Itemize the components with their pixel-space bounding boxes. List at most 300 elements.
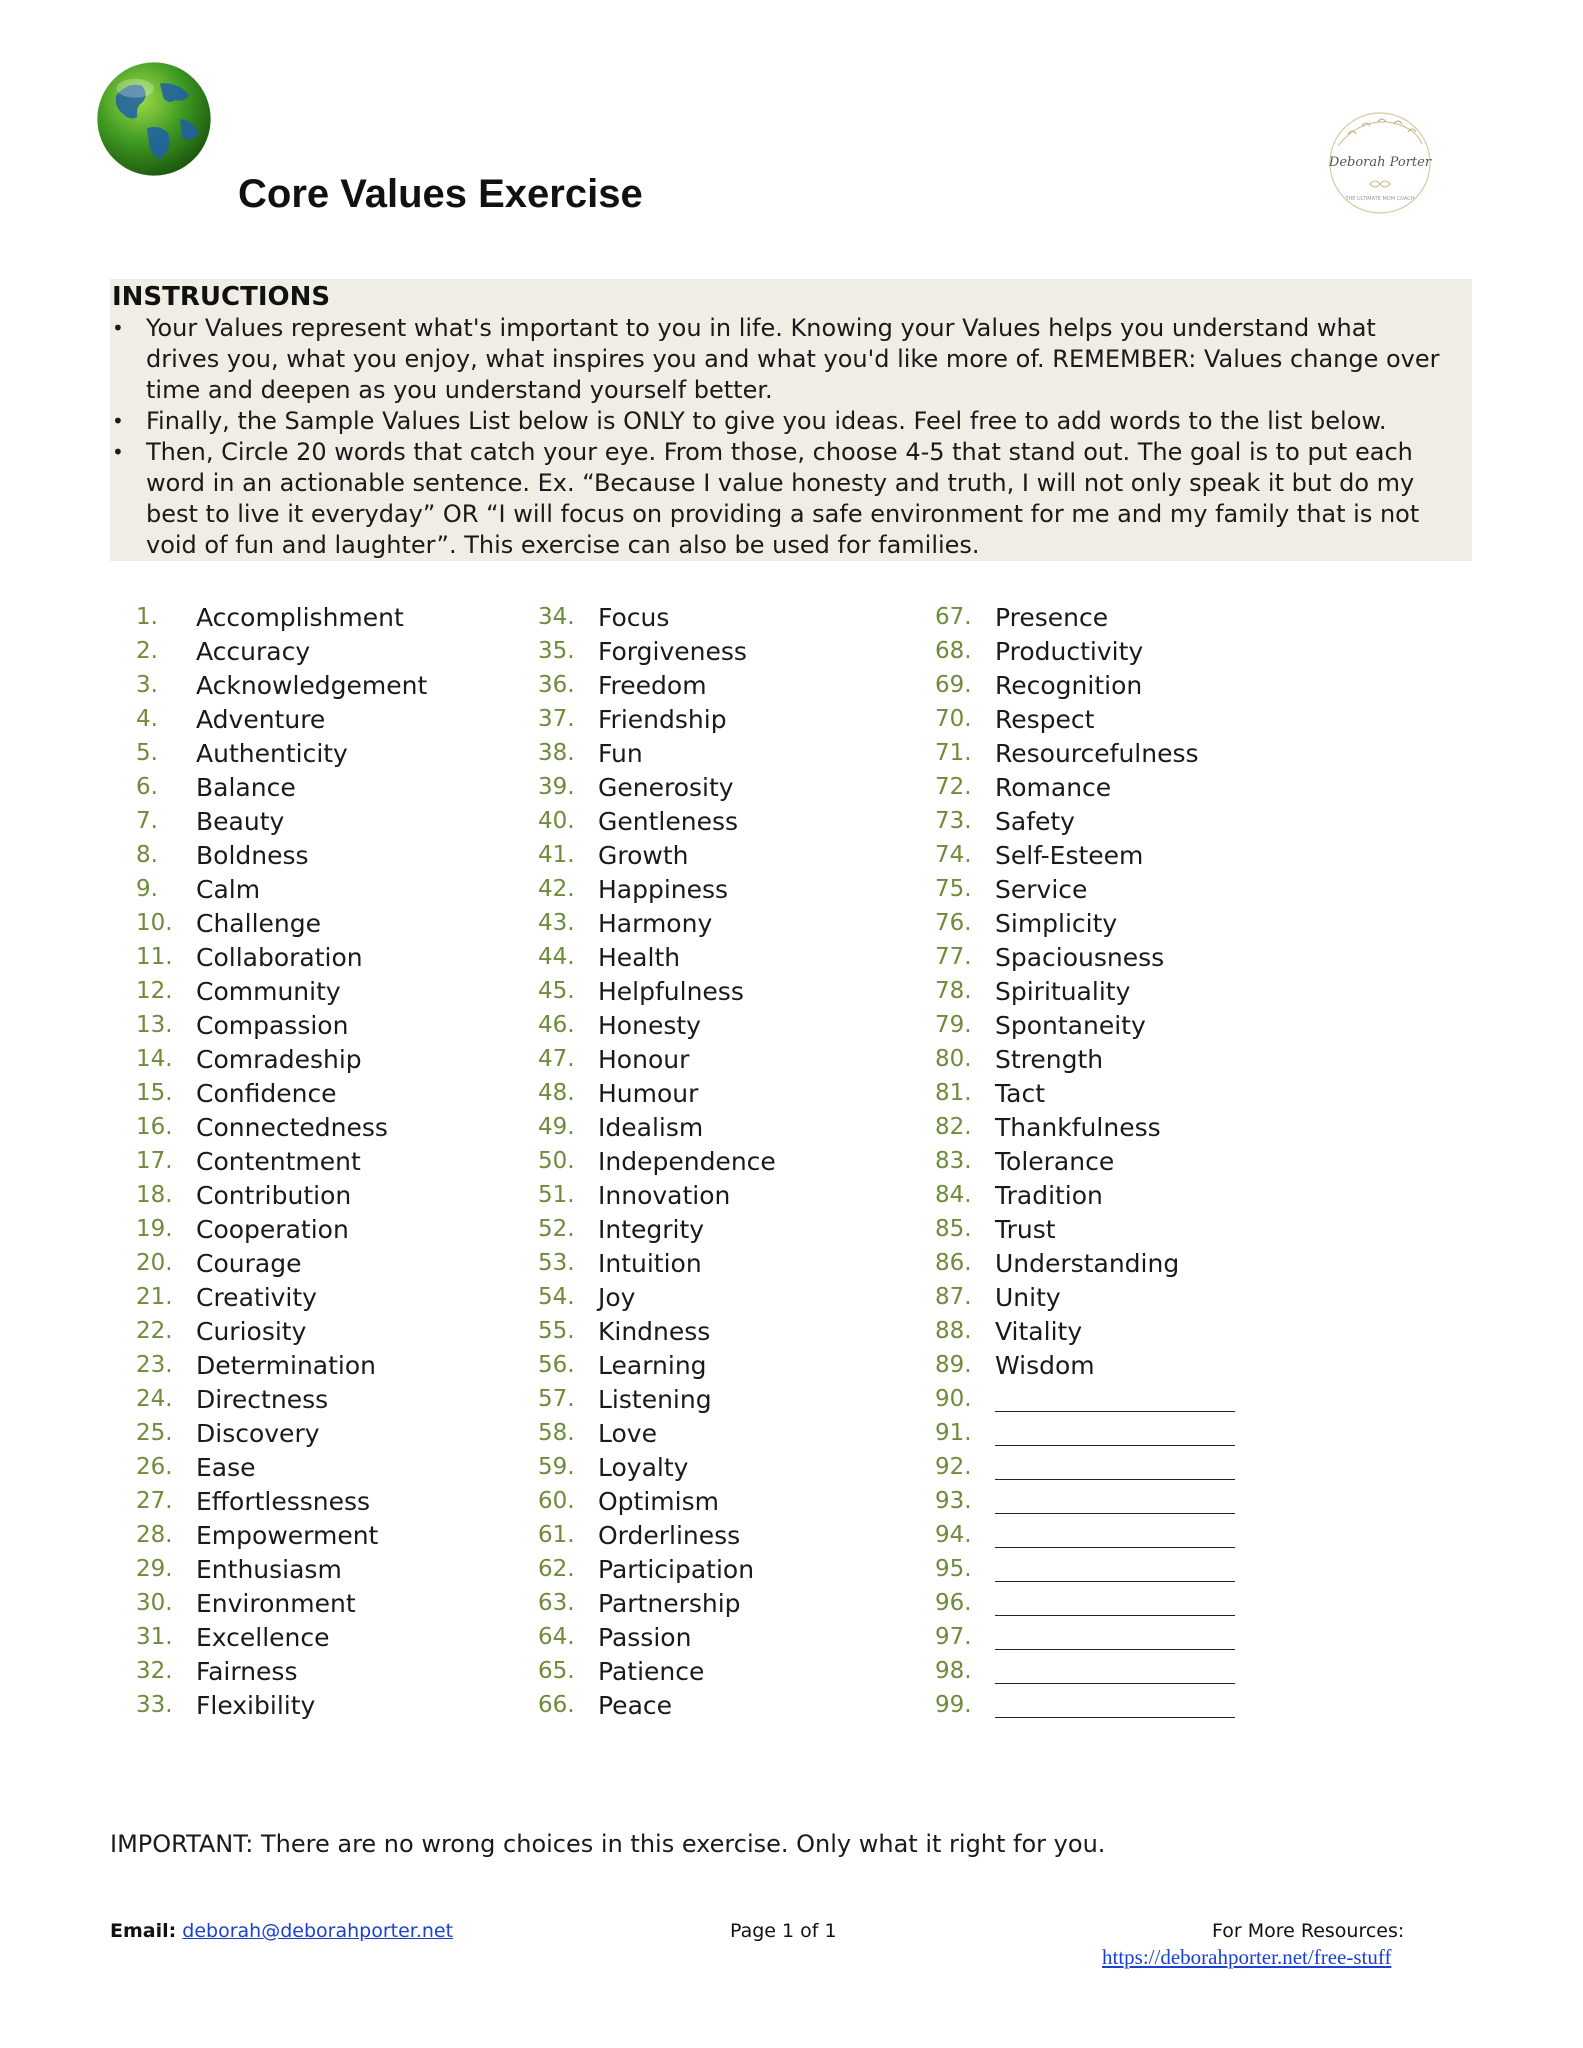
value-number: 35. bbox=[538, 638, 575, 664]
value-number: 42. bbox=[538, 876, 575, 902]
value-word: Acknowledgement bbox=[196, 670, 428, 700]
value-item bbox=[136, 1416, 536, 1450]
value-item bbox=[538, 1348, 938, 1382]
value-word: Accomplishment bbox=[196, 602, 404, 632]
value-number: 86. bbox=[935, 1250, 972, 1276]
value-number: 1. bbox=[136, 604, 158, 630]
value-number: 11. bbox=[136, 944, 173, 970]
value-item bbox=[935, 702, 1335, 736]
value-number: 67. bbox=[935, 604, 972, 630]
value-number: 82. bbox=[935, 1114, 972, 1140]
value-blank-line[interactable] bbox=[995, 1665, 1235, 1684]
value-item bbox=[538, 1688, 938, 1722]
value-number: 81. bbox=[935, 1080, 972, 1106]
value-item[interactable] bbox=[935, 1586, 1335, 1620]
value-number: 65. bbox=[538, 1658, 575, 1684]
values-list bbox=[0, 600, 1583, 1730]
value-item bbox=[136, 600, 536, 634]
value-word: Partnership bbox=[598, 1588, 741, 1618]
value-item bbox=[935, 1144, 1335, 1178]
value-item bbox=[136, 1450, 536, 1484]
value-number: 34. bbox=[538, 604, 575, 630]
value-number: 10. bbox=[136, 910, 173, 936]
value-item bbox=[935, 872, 1335, 906]
value-number: 55. bbox=[538, 1318, 575, 1344]
value-number: 97. bbox=[935, 1624, 972, 1650]
value-item bbox=[935, 1178, 1335, 1212]
value-item bbox=[136, 1518, 536, 1552]
value-item bbox=[136, 668, 536, 702]
value-word: Recognition bbox=[995, 670, 1143, 700]
value-item bbox=[935, 634, 1335, 668]
value-word: Boldness bbox=[196, 840, 309, 870]
value-item bbox=[136, 1484, 536, 1518]
value-word: Cooperation bbox=[196, 1214, 349, 1244]
value-item bbox=[538, 1314, 938, 1348]
value-word: Romance bbox=[995, 772, 1112, 802]
value-blank-line[interactable] bbox=[995, 1631, 1235, 1650]
value-word: Listening bbox=[598, 1384, 712, 1414]
value-word: Unity bbox=[995, 1282, 1061, 1312]
value-number: 95. bbox=[935, 1556, 972, 1582]
value-item bbox=[538, 974, 938, 1008]
value-number: 93. bbox=[935, 1488, 972, 1514]
value-word: Productivity bbox=[995, 636, 1144, 666]
value-word: Respect bbox=[995, 704, 1095, 734]
value-number: 70. bbox=[935, 706, 972, 732]
value-item bbox=[935, 1110, 1335, 1144]
value-number: 44. bbox=[538, 944, 575, 970]
values-column-3 bbox=[935, 600, 1335, 1722]
value-number: 63. bbox=[538, 1590, 575, 1616]
value-item bbox=[538, 1484, 938, 1518]
value-number: 73. bbox=[935, 808, 972, 834]
bullet-icon: • bbox=[112, 316, 124, 340]
values-column-2 bbox=[538, 600, 938, 1722]
value-word: Resourcefulness bbox=[995, 738, 1199, 768]
value-number: 49. bbox=[538, 1114, 575, 1140]
value-item bbox=[538, 1586, 938, 1620]
value-word: Orderliness bbox=[598, 1520, 741, 1550]
value-word: Empowerment bbox=[196, 1520, 379, 1550]
value-number: 96. bbox=[935, 1590, 972, 1616]
instruction-bullet: • Then, Circle 20 words that catch your eye. From those, choose 4-5 that stand out. The goal is to put each word in an actionable sentence. Ex. “Because I value honesty and truth, I will not only speak it but do my best to live it everyday” OR “I will focus on providing a safe environment for me and my family that is not void of fun and laughter”. This exercise can also be used for families. bbox=[112, 438, 1420, 559]
instruction-bullet: • Your Values represent what's important to you in life. Knowing your Values helps you understand what drives you, what you enjoy, what inspires you and what you'd like more of. REMEMBER: Values change over time and deepen as you understand yourself better. bbox=[112, 314, 1440, 404]
value-blank-line[interactable] bbox=[995, 1563, 1235, 1582]
footer-email bbox=[110, 1920, 453, 1942]
value-number: 99. bbox=[935, 1692, 972, 1718]
value-item bbox=[538, 1008, 938, 1042]
value-word: Focus bbox=[598, 602, 670, 632]
value-item[interactable] bbox=[935, 1654, 1335, 1688]
value-word: Beauty bbox=[196, 806, 285, 836]
value-item bbox=[935, 974, 1335, 1008]
value-number: 75. bbox=[935, 876, 972, 902]
value-word: Authenticity bbox=[196, 738, 348, 768]
value-number: 51. bbox=[538, 1182, 575, 1208]
value-item bbox=[136, 1314, 536, 1348]
value-item bbox=[538, 1076, 938, 1110]
value-word: Flexibility bbox=[196, 1690, 316, 1720]
value-word: Compassion bbox=[196, 1010, 349, 1040]
value-word: Calm bbox=[196, 874, 261, 904]
value-item[interactable] bbox=[935, 1552, 1335, 1586]
value-number: 53. bbox=[538, 1250, 575, 1276]
value-word: Wisdom bbox=[995, 1350, 1095, 1380]
value-item[interactable] bbox=[935, 1620, 1335, 1654]
email-link[interactable]: deborah@deborahporter.net bbox=[182, 1920, 454, 1942]
bullet-icon: • bbox=[112, 409, 124, 433]
value-item bbox=[935, 600, 1335, 634]
value-number: 50. bbox=[538, 1148, 575, 1174]
value-item bbox=[136, 1654, 536, 1688]
value-item[interactable] bbox=[935, 1518, 1335, 1552]
value-number: 43. bbox=[538, 910, 575, 936]
value-item bbox=[538, 668, 938, 702]
email-label: Email: bbox=[110, 1920, 177, 1942]
value-word: Safety bbox=[995, 806, 1075, 836]
value-word: Honesty bbox=[598, 1010, 701, 1040]
value-word: Learning bbox=[598, 1350, 707, 1380]
value-item bbox=[136, 1008, 536, 1042]
value-item bbox=[935, 770, 1335, 804]
value-word: Thankfulness bbox=[995, 1112, 1161, 1142]
value-number: 94. bbox=[935, 1522, 972, 1548]
value-number: 20. bbox=[136, 1250, 173, 1276]
value-number: 84. bbox=[935, 1182, 972, 1208]
value-blank-line[interactable] bbox=[995, 1699, 1235, 1718]
value-number: 56. bbox=[538, 1352, 575, 1378]
value-word: Optimism bbox=[598, 1486, 719, 1516]
globe-icon bbox=[95, 60, 213, 178]
value-item bbox=[538, 1552, 938, 1586]
value-number: 90. bbox=[935, 1386, 972, 1412]
bullet-icon: • bbox=[112, 440, 124, 464]
value-word: Self-Esteem bbox=[995, 840, 1144, 870]
value-word: Friendship bbox=[598, 704, 727, 734]
value-number: 31. bbox=[136, 1624, 173, 1650]
value-number: 27. bbox=[136, 1488, 173, 1514]
value-number: 8. bbox=[136, 842, 158, 868]
value-number: 52. bbox=[538, 1216, 575, 1242]
value-word: Tolerance bbox=[995, 1146, 1115, 1176]
value-number: 72. bbox=[935, 774, 972, 800]
value-number: 15. bbox=[136, 1080, 173, 1106]
value-item bbox=[935, 1348, 1335, 1382]
value-item bbox=[538, 906, 938, 940]
value-item[interactable] bbox=[935, 1484, 1335, 1518]
value-item bbox=[136, 804, 536, 838]
value-item bbox=[935, 804, 1335, 838]
value-word: Effortlessness bbox=[196, 1486, 371, 1516]
value-number: 28. bbox=[136, 1522, 173, 1548]
value-item bbox=[538, 1280, 938, 1314]
value-word: Integrity bbox=[598, 1214, 705, 1244]
value-item bbox=[935, 1246, 1335, 1280]
value-item bbox=[136, 1144, 536, 1178]
instruction-bullet: • Finally, the Sample Values List below is ONLY to give you ideas. Feel free to add words to the list below. bbox=[112, 407, 1387, 435]
value-number: 92. bbox=[935, 1454, 972, 1480]
value-number: 78. bbox=[935, 978, 972, 1004]
value-number: 74. bbox=[935, 842, 972, 868]
important-note: IMPORTANT: There are no wrong choices in this exercise. Only what it right for you. bbox=[110, 1830, 1106, 1858]
value-number: 25. bbox=[136, 1420, 173, 1446]
page-title: Core Values Exercise bbox=[238, 172, 643, 216]
value-number: 6. bbox=[136, 774, 158, 800]
value-item bbox=[935, 1280, 1335, 1314]
value-number: 30. bbox=[136, 1590, 173, 1616]
value-number: 80. bbox=[935, 1046, 972, 1072]
values-column-1 bbox=[136, 600, 536, 1722]
value-number: 3. bbox=[136, 672, 158, 698]
value-item bbox=[136, 838, 536, 872]
value-item bbox=[935, 1008, 1335, 1042]
value-word: Forgiveness bbox=[598, 636, 747, 666]
value-item bbox=[136, 1688, 536, 1722]
value-word: Honour bbox=[598, 1044, 690, 1074]
value-item[interactable] bbox=[935, 1382, 1335, 1416]
value-word: Peace bbox=[598, 1690, 673, 1720]
value-number: 13. bbox=[136, 1012, 173, 1038]
value-word: Contribution bbox=[196, 1180, 352, 1210]
value-item bbox=[538, 1042, 938, 1076]
value-number: 24. bbox=[136, 1386, 173, 1412]
value-number: 7. bbox=[136, 808, 158, 834]
value-word: Directness bbox=[196, 1384, 329, 1414]
value-number: 41. bbox=[538, 842, 575, 868]
value-word: Gentleness bbox=[598, 806, 739, 836]
value-item bbox=[538, 1246, 938, 1280]
value-item bbox=[538, 1620, 938, 1654]
value-number: 79. bbox=[935, 1012, 972, 1038]
value-item bbox=[538, 1416, 938, 1450]
value-number: 17. bbox=[136, 1148, 173, 1174]
value-word: Discovery bbox=[196, 1418, 320, 1448]
value-number: 68. bbox=[935, 638, 972, 664]
value-word: Growth bbox=[598, 840, 689, 870]
value-item bbox=[136, 1246, 536, 1280]
value-number: 48. bbox=[538, 1080, 575, 1106]
value-word: Spontaneity bbox=[995, 1010, 1146, 1040]
value-word: Service bbox=[995, 874, 1088, 904]
value-blank-line[interactable] bbox=[995, 1461, 1235, 1480]
value-number: 47. bbox=[538, 1046, 575, 1072]
value-item[interactable] bbox=[935, 1416, 1335, 1450]
value-word: Ease bbox=[196, 1452, 256, 1482]
value-item bbox=[538, 736, 938, 770]
value-blank-line[interactable] bbox=[995, 1529, 1235, 1548]
value-item bbox=[136, 1586, 536, 1620]
value-item bbox=[538, 702, 938, 736]
value-item bbox=[538, 1382, 938, 1416]
value-word: Comradeship bbox=[196, 1044, 362, 1074]
value-word: Presence bbox=[995, 602, 1109, 632]
svg-text:Deborah Porter: Deborah Porter bbox=[1328, 155, 1432, 170]
value-item bbox=[538, 634, 938, 668]
value-word: Happiness bbox=[598, 874, 729, 904]
value-item[interactable] bbox=[935, 1450, 1335, 1484]
value-word: Harmony bbox=[598, 908, 713, 938]
value-item bbox=[136, 1382, 536, 1416]
value-number: 45. bbox=[538, 978, 575, 1004]
value-word: Adventure bbox=[196, 704, 326, 734]
value-word: Generosity bbox=[598, 772, 734, 802]
value-item bbox=[136, 1280, 536, 1314]
value-word: Contentment bbox=[196, 1146, 361, 1176]
value-item bbox=[935, 1042, 1335, 1076]
value-item bbox=[935, 736, 1335, 770]
value-word: Challenge bbox=[196, 908, 321, 938]
instructions-box bbox=[110, 279, 1472, 561]
value-number: 29. bbox=[136, 1556, 173, 1582]
instructions-heading: INSTRUCTIONS bbox=[112, 282, 331, 312]
value-word: Love bbox=[598, 1418, 657, 1448]
value-word: Helpfulness bbox=[598, 976, 744, 1006]
value-item bbox=[538, 1178, 938, 1212]
value-item bbox=[935, 1076, 1335, 1110]
value-word: Kindness bbox=[598, 1316, 711, 1346]
value-item bbox=[136, 906, 536, 940]
value-number: 57. bbox=[538, 1386, 575, 1412]
value-number: 58. bbox=[538, 1420, 575, 1446]
value-word: Participation bbox=[598, 1554, 755, 1584]
value-word: Tact bbox=[995, 1078, 1045, 1108]
value-item bbox=[935, 906, 1335, 940]
value-number: 23. bbox=[136, 1352, 173, 1378]
value-word: Community bbox=[196, 976, 341, 1006]
value-item bbox=[136, 736, 536, 770]
value-number: 26. bbox=[136, 1454, 173, 1480]
value-item bbox=[538, 1144, 938, 1178]
value-number: 37. bbox=[538, 706, 575, 732]
value-item bbox=[136, 634, 536, 668]
value-number: 76. bbox=[935, 910, 972, 936]
value-word: Health bbox=[598, 942, 681, 972]
value-number: 59. bbox=[538, 1454, 575, 1480]
value-blank-line[interactable] bbox=[995, 1495, 1235, 1514]
value-word: Freedom bbox=[598, 670, 707, 700]
value-number: 66. bbox=[538, 1692, 575, 1718]
value-item bbox=[136, 1552, 536, 1586]
value-word: Balance bbox=[196, 772, 296, 802]
value-number: 54. bbox=[538, 1284, 575, 1310]
value-item bbox=[136, 974, 536, 1008]
value-number: 9. bbox=[136, 876, 158, 902]
value-number: 19. bbox=[136, 1216, 173, 1242]
value-item bbox=[538, 600, 938, 634]
value-item bbox=[538, 770, 938, 804]
value-number: 32. bbox=[136, 1658, 173, 1684]
value-word: Idealism bbox=[598, 1112, 704, 1142]
value-number: 18. bbox=[136, 1182, 173, 1208]
value-number: 85. bbox=[935, 1216, 972, 1242]
value-word: Environment bbox=[196, 1588, 356, 1618]
value-number: 83. bbox=[935, 1148, 972, 1174]
value-word: Spaciousness bbox=[995, 942, 1165, 972]
value-word: Connectedness bbox=[196, 1112, 388, 1142]
value-number: 4. bbox=[136, 706, 158, 732]
resources-label: For More Resources: bbox=[1212, 1920, 1405, 1942]
svg-text:THE ULTIMATE MOM COACH: THE ULTIMATE MOM COACH bbox=[1345, 196, 1415, 202]
value-number: 40. bbox=[538, 808, 575, 834]
value-word: Accuracy bbox=[196, 636, 311, 666]
value-item[interactable] bbox=[935, 1688, 1335, 1722]
value-item bbox=[935, 1212, 1335, 1246]
value-item bbox=[136, 1348, 536, 1382]
value-item bbox=[538, 1110, 938, 1144]
value-word: Joy bbox=[598, 1282, 636, 1312]
value-word: Trust bbox=[995, 1214, 1056, 1244]
value-number: 38. bbox=[538, 740, 575, 766]
value-word: Determination bbox=[196, 1350, 377, 1380]
value-word: Fun bbox=[598, 738, 643, 768]
value-number: 69. bbox=[935, 672, 972, 698]
value-item bbox=[538, 1450, 938, 1484]
value-item bbox=[136, 1620, 536, 1654]
value-blank-line[interactable] bbox=[995, 1393, 1235, 1412]
value-item bbox=[935, 1314, 1335, 1348]
value-word: Passion bbox=[598, 1622, 692, 1652]
value-word: Innovation bbox=[598, 1180, 731, 1210]
value-number: 12. bbox=[136, 978, 173, 1004]
value-word: Intuition bbox=[598, 1248, 702, 1278]
value-word: Collaboration bbox=[196, 942, 363, 972]
value-number: 33. bbox=[136, 1692, 173, 1718]
value-item bbox=[935, 668, 1335, 702]
value-item bbox=[538, 804, 938, 838]
value-word: Strength bbox=[995, 1044, 1104, 1074]
value-word: Fairness bbox=[196, 1656, 298, 1686]
value-blank-line[interactable] bbox=[995, 1597, 1235, 1616]
value-number: 77. bbox=[935, 944, 972, 970]
value-word: Understanding bbox=[995, 1248, 1180, 1278]
value-number: 62. bbox=[538, 1556, 575, 1582]
value-number: 16. bbox=[136, 1114, 173, 1140]
value-item bbox=[538, 1518, 938, 1552]
value-item bbox=[136, 770, 536, 804]
value-item bbox=[136, 940, 536, 974]
value-number: 21. bbox=[136, 1284, 173, 1310]
value-item bbox=[935, 940, 1335, 974]
resources-link[interactable]: https://deborahporter.net/free-stuff bbox=[1102, 1945, 1392, 1969]
value-word: Excellence bbox=[196, 1622, 330, 1652]
instructions-list bbox=[112, 313, 1450, 561]
value-item bbox=[136, 1178, 536, 1212]
value-word: Tradition bbox=[995, 1180, 1103, 1210]
value-number: 2. bbox=[136, 638, 158, 664]
value-item bbox=[538, 1654, 938, 1688]
value-number: 98. bbox=[935, 1658, 972, 1684]
value-item bbox=[136, 1076, 536, 1110]
value-number: 36. bbox=[538, 672, 575, 698]
value-number: 46. bbox=[538, 1012, 575, 1038]
value-word: Creativity bbox=[196, 1282, 317, 1312]
value-word: Courage bbox=[196, 1248, 302, 1278]
value-number: 88. bbox=[935, 1318, 972, 1344]
value-number: 61. bbox=[538, 1522, 575, 1548]
value-number: 89. bbox=[935, 1352, 972, 1378]
value-blank-line[interactable] bbox=[995, 1427, 1235, 1446]
value-word: Humour bbox=[598, 1078, 699, 1108]
value-word: Loyalty bbox=[598, 1452, 689, 1482]
value-item bbox=[136, 1110, 536, 1144]
value-word: Patience bbox=[598, 1656, 705, 1686]
value-number: 22. bbox=[136, 1318, 173, 1344]
value-word: Independence bbox=[598, 1146, 776, 1176]
deborah-porter-logo bbox=[1318, 108, 1442, 218]
value-number: 87. bbox=[935, 1284, 972, 1310]
value-item bbox=[136, 872, 536, 906]
